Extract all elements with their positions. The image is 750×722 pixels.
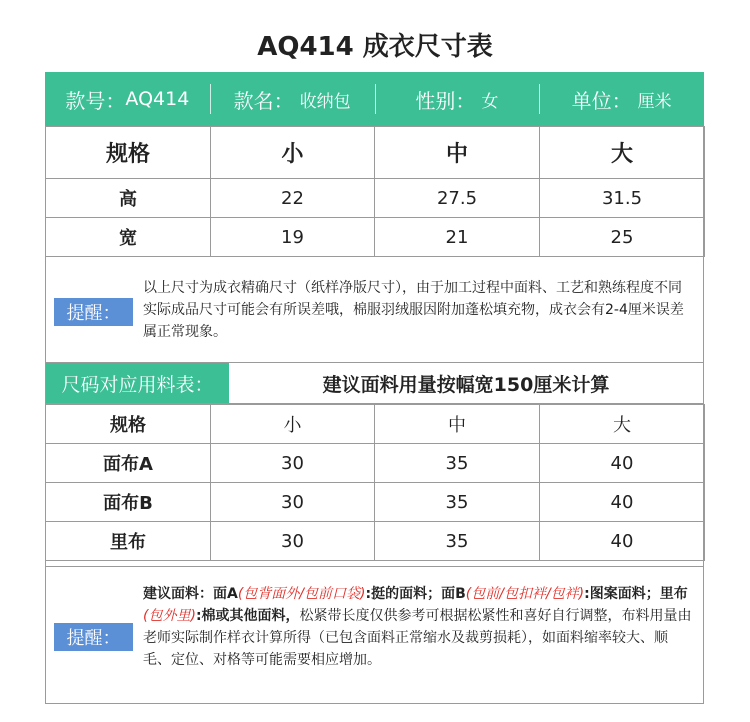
table-cell: 25 — [540, 218, 705, 257]
table-cell: 21 — [375, 218, 540, 257]
header-cell: 规格 — [46, 127, 211, 179]
fabric-reminder-text — [143, 583, 693, 671]
fabric-table-tag: 尺码对应用料表： — [46, 363, 229, 403]
table-row — [46, 218, 705, 257]
table-row — [46, 444, 705, 483]
header-cell: 小 — [211, 127, 375, 179]
fabric-advice: 建议面料用量按幅宽150厘米计算 — [322, 373, 610, 396]
table-cell: 22 — [211, 179, 375, 218]
style-name — [210, 72, 375, 126]
header-cell: 中 — [375, 127, 540, 179]
table-cell: 35 — [375, 444, 540, 483]
size-table-header — [46, 127, 705, 179]
gender-value: 女 — [481, 91, 499, 112]
header-cell: 大 — [540, 405, 705, 444]
note-highlight: (包背面外/包前口袋) — [237, 586, 366, 602]
unit-label: 单位： — [571, 88, 632, 113]
header-cell: 小 — [211, 405, 375, 444]
table-cell: 35 — [375, 522, 540, 561]
table-cell: 31.5 — [540, 179, 705, 218]
header-cell: 大 — [540, 127, 705, 179]
header-cell: 规格 — [46, 405, 211, 444]
row-label: 高 — [46, 179, 211, 218]
table-cell: 19 — [211, 218, 375, 257]
reminder-text: 以上尺寸为成衣精确尺寸（纸样净版尺寸），由于加工过程中面料、工艺和熟练程度不同实际成品尺寸可能会有所误差哦，棉服羽绒服因附加蓬松填充物，成衣会有2-4厘米误差属正常现象。 — [143, 280, 684, 340]
table-cell: 40 — [540, 483, 705, 522]
note-part: :挺的面料；面B — [365, 586, 466, 602]
gender — [375, 72, 540, 126]
table-row — [46, 522, 705, 561]
note-part: :图案面料；里布 — [584, 586, 688, 602]
row-label: 面布B — [46, 483, 211, 522]
table-row — [46, 179, 705, 218]
table-cell: 30 — [211, 483, 375, 522]
note-part: :棉或其他面料， — [195, 608, 300, 624]
table-cell: 27.5 — [375, 179, 540, 218]
unit-value: 厘米 — [637, 91, 672, 112]
reminder-badge: 提醒： — [54, 298, 133, 326]
table-row — [46, 483, 705, 522]
table-cell: 30 — [211, 444, 375, 483]
table-cell: 35 — [375, 483, 540, 522]
row-label: 里布 — [46, 522, 211, 561]
note-part: 建议面料：面A — [143, 586, 238, 602]
reminder-note — [45, 258, 704, 362]
style-name-value: 收纳包 — [299, 91, 351, 112]
note-part: 松紧带长度仅供参考可根据松紧性和喜好自行调整，布料用量由老师实际制作样衣计算所得（已包含面料正常缩水及裁剪损耗），如面料缩率较大、顺毛、定位、对格等可能需要相应增加。 — [143, 608, 692, 668]
fabric-header-bar — [45, 362, 704, 404]
style-name-label: 款名： — [233, 88, 294, 113]
table-cell: 30 — [211, 522, 375, 561]
size-table — [45, 126, 705, 257]
page-title: AQ414 成衣尺寸表 — [257, 32, 493, 62]
note-highlight: (包外里) — [143, 608, 196, 624]
table-cell: 40 — [540, 444, 705, 483]
fabric-table — [45, 404, 705, 561]
row-label: 宽 — [46, 218, 211, 257]
fabric-table-header — [46, 405, 705, 444]
info-bar — [45, 72, 704, 126]
header-cell: 中 — [375, 405, 540, 444]
style-no — [45, 72, 210, 126]
style-no-label: 款号： — [65, 88, 126, 113]
row-label: 面布A — [46, 444, 211, 483]
fabric-reminder-note — [45, 566, 704, 703]
note-highlight: (包前/包扣袢/包袢) — [465, 586, 585, 602]
style-no-value: AQ414 — [125, 88, 190, 110]
gender-label: 性别： — [415, 88, 476, 113]
table-cell: 40 — [540, 522, 705, 561]
unit — [539, 72, 704, 126]
reminder-badge: 提醒： — [54, 623, 133, 651]
